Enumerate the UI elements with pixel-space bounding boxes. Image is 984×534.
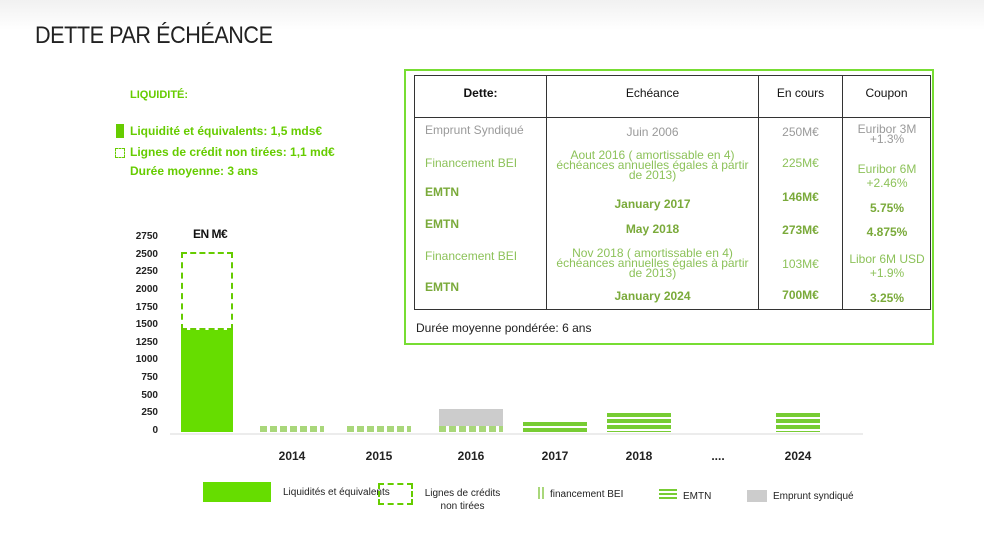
liquidity-heading: LIQUIDITÉ: <box>130 89 189 101</box>
bar-hstripe-2018 <box>607 413 671 432</box>
y-tick-label: 2250 <box>135 266 158 278</box>
y-tick-label: 1000 <box>135 354 158 366</box>
row1-encours: 250M€ <box>782 125 819 139</box>
legend-label-credit: Lignes de crédits non tirées <box>424 488 501 512</box>
row5-dette: Financement BEI <box>425 249 518 263</box>
row4-encours: 273M€ <box>782 223 819 237</box>
average-duration-line: Durée moyenne: 3 ans <box>130 164 259 178</box>
row2-dette: Financement BEI <box>425 156 518 170</box>
x-tick-label: 2017 <box>541 449 569 463</box>
legend-swatch-liquidity <box>203 482 271 502</box>
row6-echeance: January 2024 <box>614 289 691 303</box>
row3-echeance: January 2017 <box>614 197 691 211</box>
row1-echeance: Juin 2006 <box>626 125 679 139</box>
bar-grey-2016 <box>439 409 503 427</box>
row1-coupon: Euribor 3M +1.3% <box>857 122 917 146</box>
row2-echeance: Aout 2016 ( amortissable en 4) échéances annuelles égales à partir de 2013) <box>556 148 749 182</box>
legend-label-syndique: Emprunt syndiqué <box>773 491 854 502</box>
row4-dette: EMTN <box>425 217 459 231</box>
legend-swatch-syndique <box>747 490 767 502</box>
legend-label-liquidity: Liquidités et équivalents <box>283 487 390 498</box>
y-tick-label: 2000 <box>135 283 158 295</box>
y-tick-label: 1750 <box>135 301 158 313</box>
row5-echeance: Nov 2018 ( amortissable en 4) échéances annuelles égales à partir de 2013) <box>556 246 749 280</box>
y-tick-label: 500 <box>141 389 158 401</box>
legend-label-emtn: EMTN <box>683 491 712 502</box>
credit-lines-marker <box>115 148 125 158</box>
bar-vstripe-2014 <box>260 426 324 432</box>
page-title: DETTE PAR ÉCHÉANCE <box>35 22 273 49</box>
x-tick-label: .... <box>711 449 725 463</box>
row1-dette: Emprunt Syndiqué <box>425 123 524 137</box>
row3-dette: EMTN <box>425 185 459 199</box>
row5-encours: 103M€ <box>782 257 819 271</box>
row3-coupon: 5.75% <box>869 201 905 215</box>
y-tick-label: 750 <box>141 372 158 384</box>
bar-hstripe-2024 <box>776 413 820 432</box>
header-encours: En cours <box>776 86 825 100</box>
y-tick-label: 1250 <box>135 336 158 348</box>
table-footer: Durée moyenne pondérée: 6 ans <box>416 321 592 335</box>
credit-lines-line: Lignes de crédit non tirées: 1,1 md€ <box>130 145 335 159</box>
row2-coupon: Euribor 6M +2.46% <box>857 162 917 190</box>
row3-encours: 146M€ <box>782 190 819 204</box>
bar-solid-liquidity <box>181 330 233 432</box>
bar-vstripe-2015 <box>347 426 411 432</box>
x-tick-label: 2018 <box>625 449 653 463</box>
liquidity-marker <box>116 124 124 138</box>
header-echeance: Echéance <box>625 86 680 100</box>
legend-swatch-credit <box>378 483 413 505</box>
row6-dette: EMTN <box>425 280 459 294</box>
row6-encours: 700M€ <box>782 288 819 302</box>
legend-label-bei: financement BEI <box>550 489 624 500</box>
row6-coupon: 3.25% <box>869 291 905 305</box>
row5-coupon: Libor 6M USD +1.9% <box>849 252 925 280</box>
y-tick-label: 2500 <box>135 248 158 260</box>
row2-encours: 225M€ <box>782 156 819 170</box>
x-tick-label: 2024 <box>784 449 812 463</box>
row4-echeance: May 2018 <box>625 222 680 236</box>
debt-table <box>414 75 931 310</box>
legend-swatch-bei <box>538 487 546 499</box>
y-tick-label: 0 <box>152 425 158 436</box>
bar-hstripe-2017 <box>523 422 587 432</box>
liquidity-line: Liquidité et équivalents: 1,5 mds€ <box>130 124 323 138</box>
chart-unit-label: EN M€ <box>193 227 228 241</box>
bar-vstripe-2016 <box>439 426 503 432</box>
x-tick-label: 2014 <box>278 449 306 463</box>
debt-table-box <box>404 69 934 345</box>
x-tick-label: 2015 <box>365 449 393 463</box>
y-tick-label: 2750 <box>135 231 158 242</box>
header-coupon: Coupon <box>865 86 908 100</box>
y-tick-label: 1500 <box>135 319 158 331</box>
legend-swatch-emtn <box>659 489 677 499</box>
x-tick-label: 2016 <box>457 449 485 463</box>
header-dette: Dette: <box>463 86 498 100</box>
row4-coupon: 4.875% <box>866 225 908 239</box>
y-tick-label: 250 <box>141 407 158 419</box>
x-axis-line <box>170 433 863 435</box>
bar-dashed-liquidity <box>181 252 233 330</box>
